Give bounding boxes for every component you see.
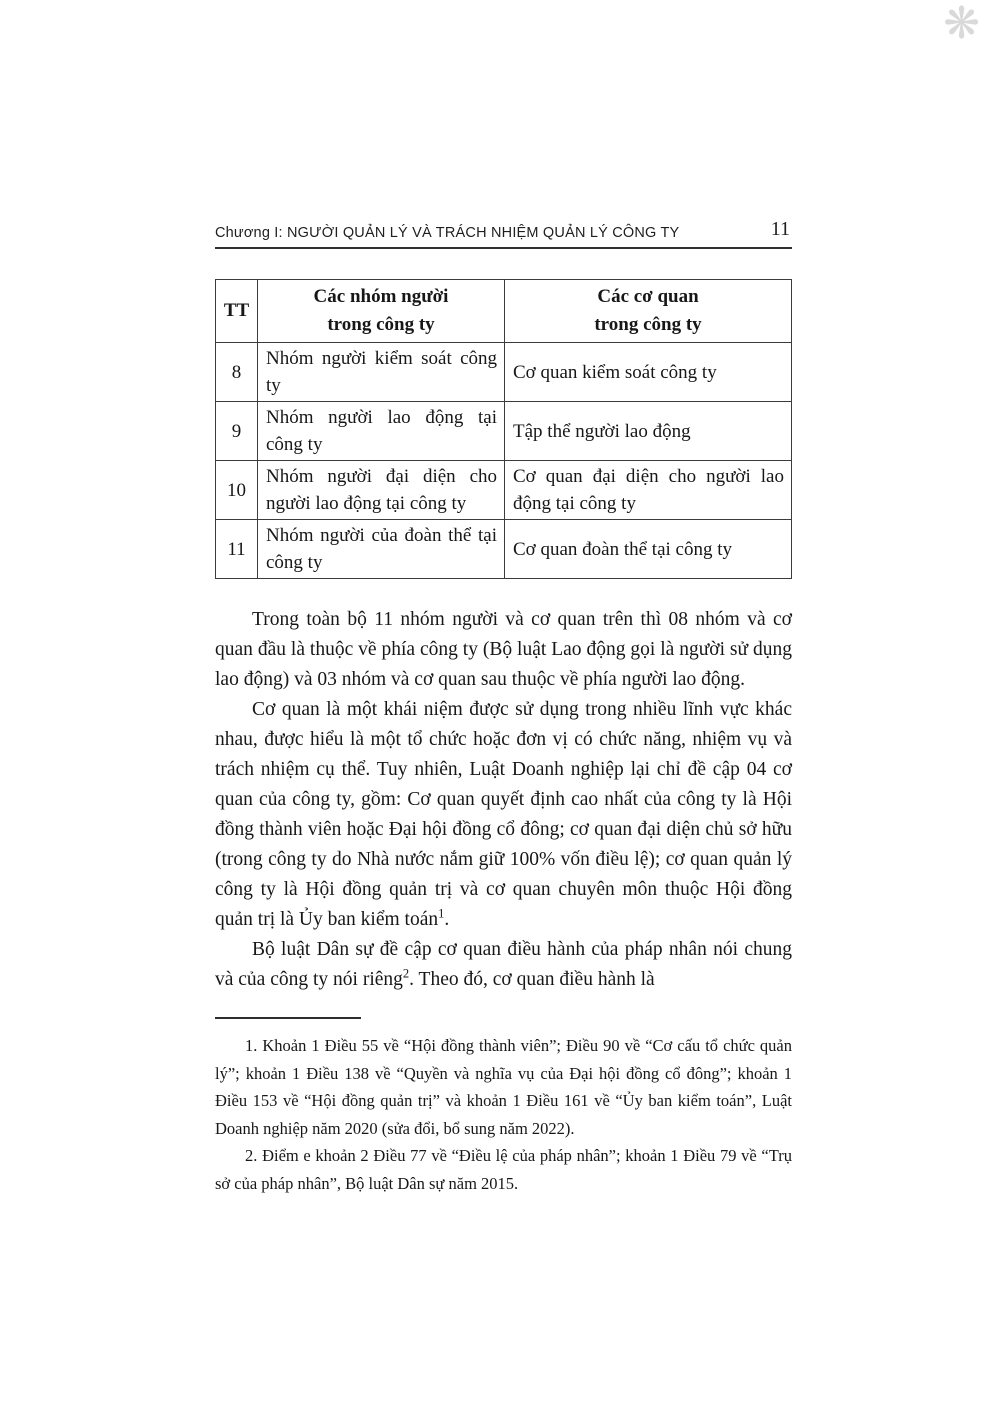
cell-organ: Cơ quan kiểm soát công ty: [505, 343, 792, 402]
cell-tt: 10: [216, 461, 258, 520]
page-content: [215, 218, 792, 1197]
table-row: [216, 343, 792, 402]
table-header-row: [216, 280, 792, 343]
cell-group: Nhóm người của đoàn thể tại công ty: [258, 520, 505, 579]
footnote-ref-1: 1: [438, 906, 445, 921]
chapter-title: Chương I: NGƯỜI QUẢN LÝ VÀ TRÁCH NHIỆM QUẢN LÝ CÔNG TY: [215, 225, 680, 241]
table-row: [216, 520, 792, 579]
cell-group: Nhóm người kiểm soát công ty: [258, 343, 505, 402]
body-text: [215, 605, 792, 995]
paragraph-3: [215, 935, 792, 995]
header-cell-groups: Các nhóm người trong công ty: [258, 280, 505, 343]
paragraph-3-text: Bộ luật Dân sự đề cập cơ quan điều hành của pháp nhân nói chung và của công ty nói riêng: [215, 939, 792, 990]
cell-organ: Cơ quan đại diện cho người lao động tại công ty: [505, 461, 792, 520]
groups-organs-table: [215, 279, 792, 579]
paragraph-2: [215, 695, 792, 935]
table-row: [216, 402, 792, 461]
table-row: [216, 461, 792, 520]
page-number: 11: [770, 218, 790, 240]
footnote-2: 2. Điểm e khoản 2 Điều 77 về “Điều lệ của pháp nhân”; khoản 1 Điều 79 về “Trụ sở của pháp nhân”, Bộ luật Dân sự năm 2015.: [215, 1146, 792, 1193]
paragraph-1: Trong toàn bộ 11 nhóm người và cơ quan trên thì 08 nhóm và cơ quan đầu là thuộc về phía công ty (Bộ luật Lao động gọi là người sử dụng lao động) và 03 nhóm và cơ quan sau thuộc về phía người lao động.: [215, 609, 792, 690]
paragraph-2-after: .: [444, 909, 450, 930]
cell-tt: 11: [216, 520, 258, 579]
cell-organ: Tập thể người lao động: [505, 402, 792, 461]
header-cell-organs: Các cơ quan trong công ty: [505, 280, 792, 343]
footnote-ref-2: 2: [402, 966, 410, 981]
footnotes: [215, 1032, 792, 1197]
cell-group: Nhóm người đại diện cho người lao động tại công ty: [258, 461, 505, 520]
cell-tt: 9: [216, 402, 258, 461]
paragraph-2-text: Cơ quan là một khái niệm được sử dụng trong nhiều lĩnh vực khác nhau, được hiểu là một tổ chức hoặc đơn vị có chức năng, nhiệm vụ và trách nhiệm cụ thể. Tuy nhiên, Luật Doanh nghiệp lại chỉ đề cập 04 cơ quan của công ty, gồm: Cơ quan quyết định cao nhất của công ty là Hội đồng thành viên hoặc Đại hội đồng cổ đông; cơ quan đại diện chủ sở hữu (trong công ty do Nhà nước nắm giữ 100% vốn điều lệ); cơ quan quản lý công ty là Hội đồng quản trị và cơ quan chuyên môn thuộc Hội đồng quản trị là Ủy ban kiểm toán: [215, 699, 792, 930]
running-header: [215, 218, 792, 249]
footnote-divider: [215, 1017, 361, 1019]
flower-ornament-icon: ❋: [943, 0, 980, 48]
paragraph-3-after: . Theo đó, cơ quan điều hành là: [409, 969, 655, 990]
footnote-1: 1. Khoản 1 Điều 55 về “Hội đồng thành viên”; Điều 90 về “Cơ cấu tổ chức quản lý”; khoản 1 Điều 138 về “Quyền và nghĩa vụ của Đại hội đồng cổ đông”; khoản 1 Điều 153 về “Hội đồng quản trị” và khoản 1 Điều 161 về “Ủy ban kiểm toán”, Luật Doanh nghiệp năm 2020 (sửa đổi, bổ sung năm 2022).: [215, 1036, 792, 1138]
cell-organ: Cơ quan đoàn thể tại công ty: [505, 520, 792, 579]
header-cell-tt: TT: [216, 280, 258, 343]
cell-group: Nhóm người lao động tại công ty: [258, 402, 505, 461]
cell-tt: 8: [216, 343, 258, 402]
